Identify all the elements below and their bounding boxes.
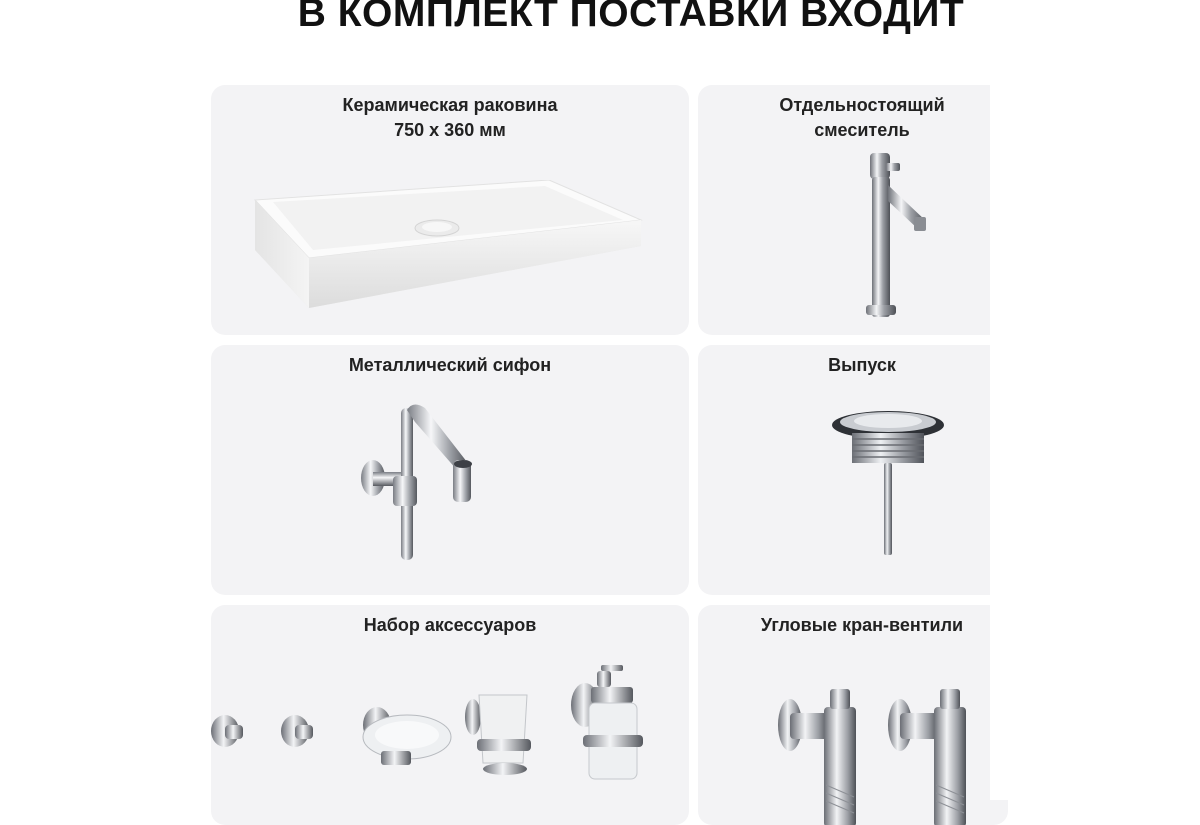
card-metal-siphon	[211, 345, 689, 595]
accessory-set-illustration	[211, 665, 689, 825]
soap-dish-icon	[363, 707, 451, 765]
card-drain	[698, 345, 1008, 595]
drain-illustration	[830, 407, 950, 567]
page-title: В КОМПЛЕКТ ПОСТАВКИ ВХОДИТ	[297, 0, 965, 35]
card-label-accessory-set: Набор аксессуаров	[363, 615, 537, 635]
card-ceramic-sink	[211, 85, 689, 335]
soap-dispenser-icon	[571, 665, 643, 779]
tumbler-holder-icon	[465, 695, 531, 775]
card-label-drain: Выпуск	[828, 355, 896, 375]
mixer-illustration	[858, 149, 938, 319]
siphon-illustration	[351, 400, 491, 570]
card-label-angle-valves: Угловые кран-вентили	[760, 615, 964, 635]
page-margin	[990, 80, 1200, 800]
card-label-metal-siphon: Металлический сифон	[348, 355, 552, 375]
hook-icon	[281, 715, 313, 747]
card-label-freestanding-mixer: Отдельностоящий смеситель	[779, 95, 945, 140]
angle-valve-icon	[888, 689, 966, 825]
card-angle-valves	[698, 605, 1008, 825]
angle-valves-illustration	[776, 685, 976, 825]
card-label-ceramic-sink: Керамическая раковина 750 х 360 мм	[342, 95, 558, 140]
hook-icon	[211, 715, 243, 747]
card-freestanding-mixer	[698, 85, 1008, 335]
ceramic-sink-illustration	[249, 180, 649, 320]
angle-valve-icon	[778, 689, 856, 825]
card-accessory-set	[211, 605, 689, 825]
